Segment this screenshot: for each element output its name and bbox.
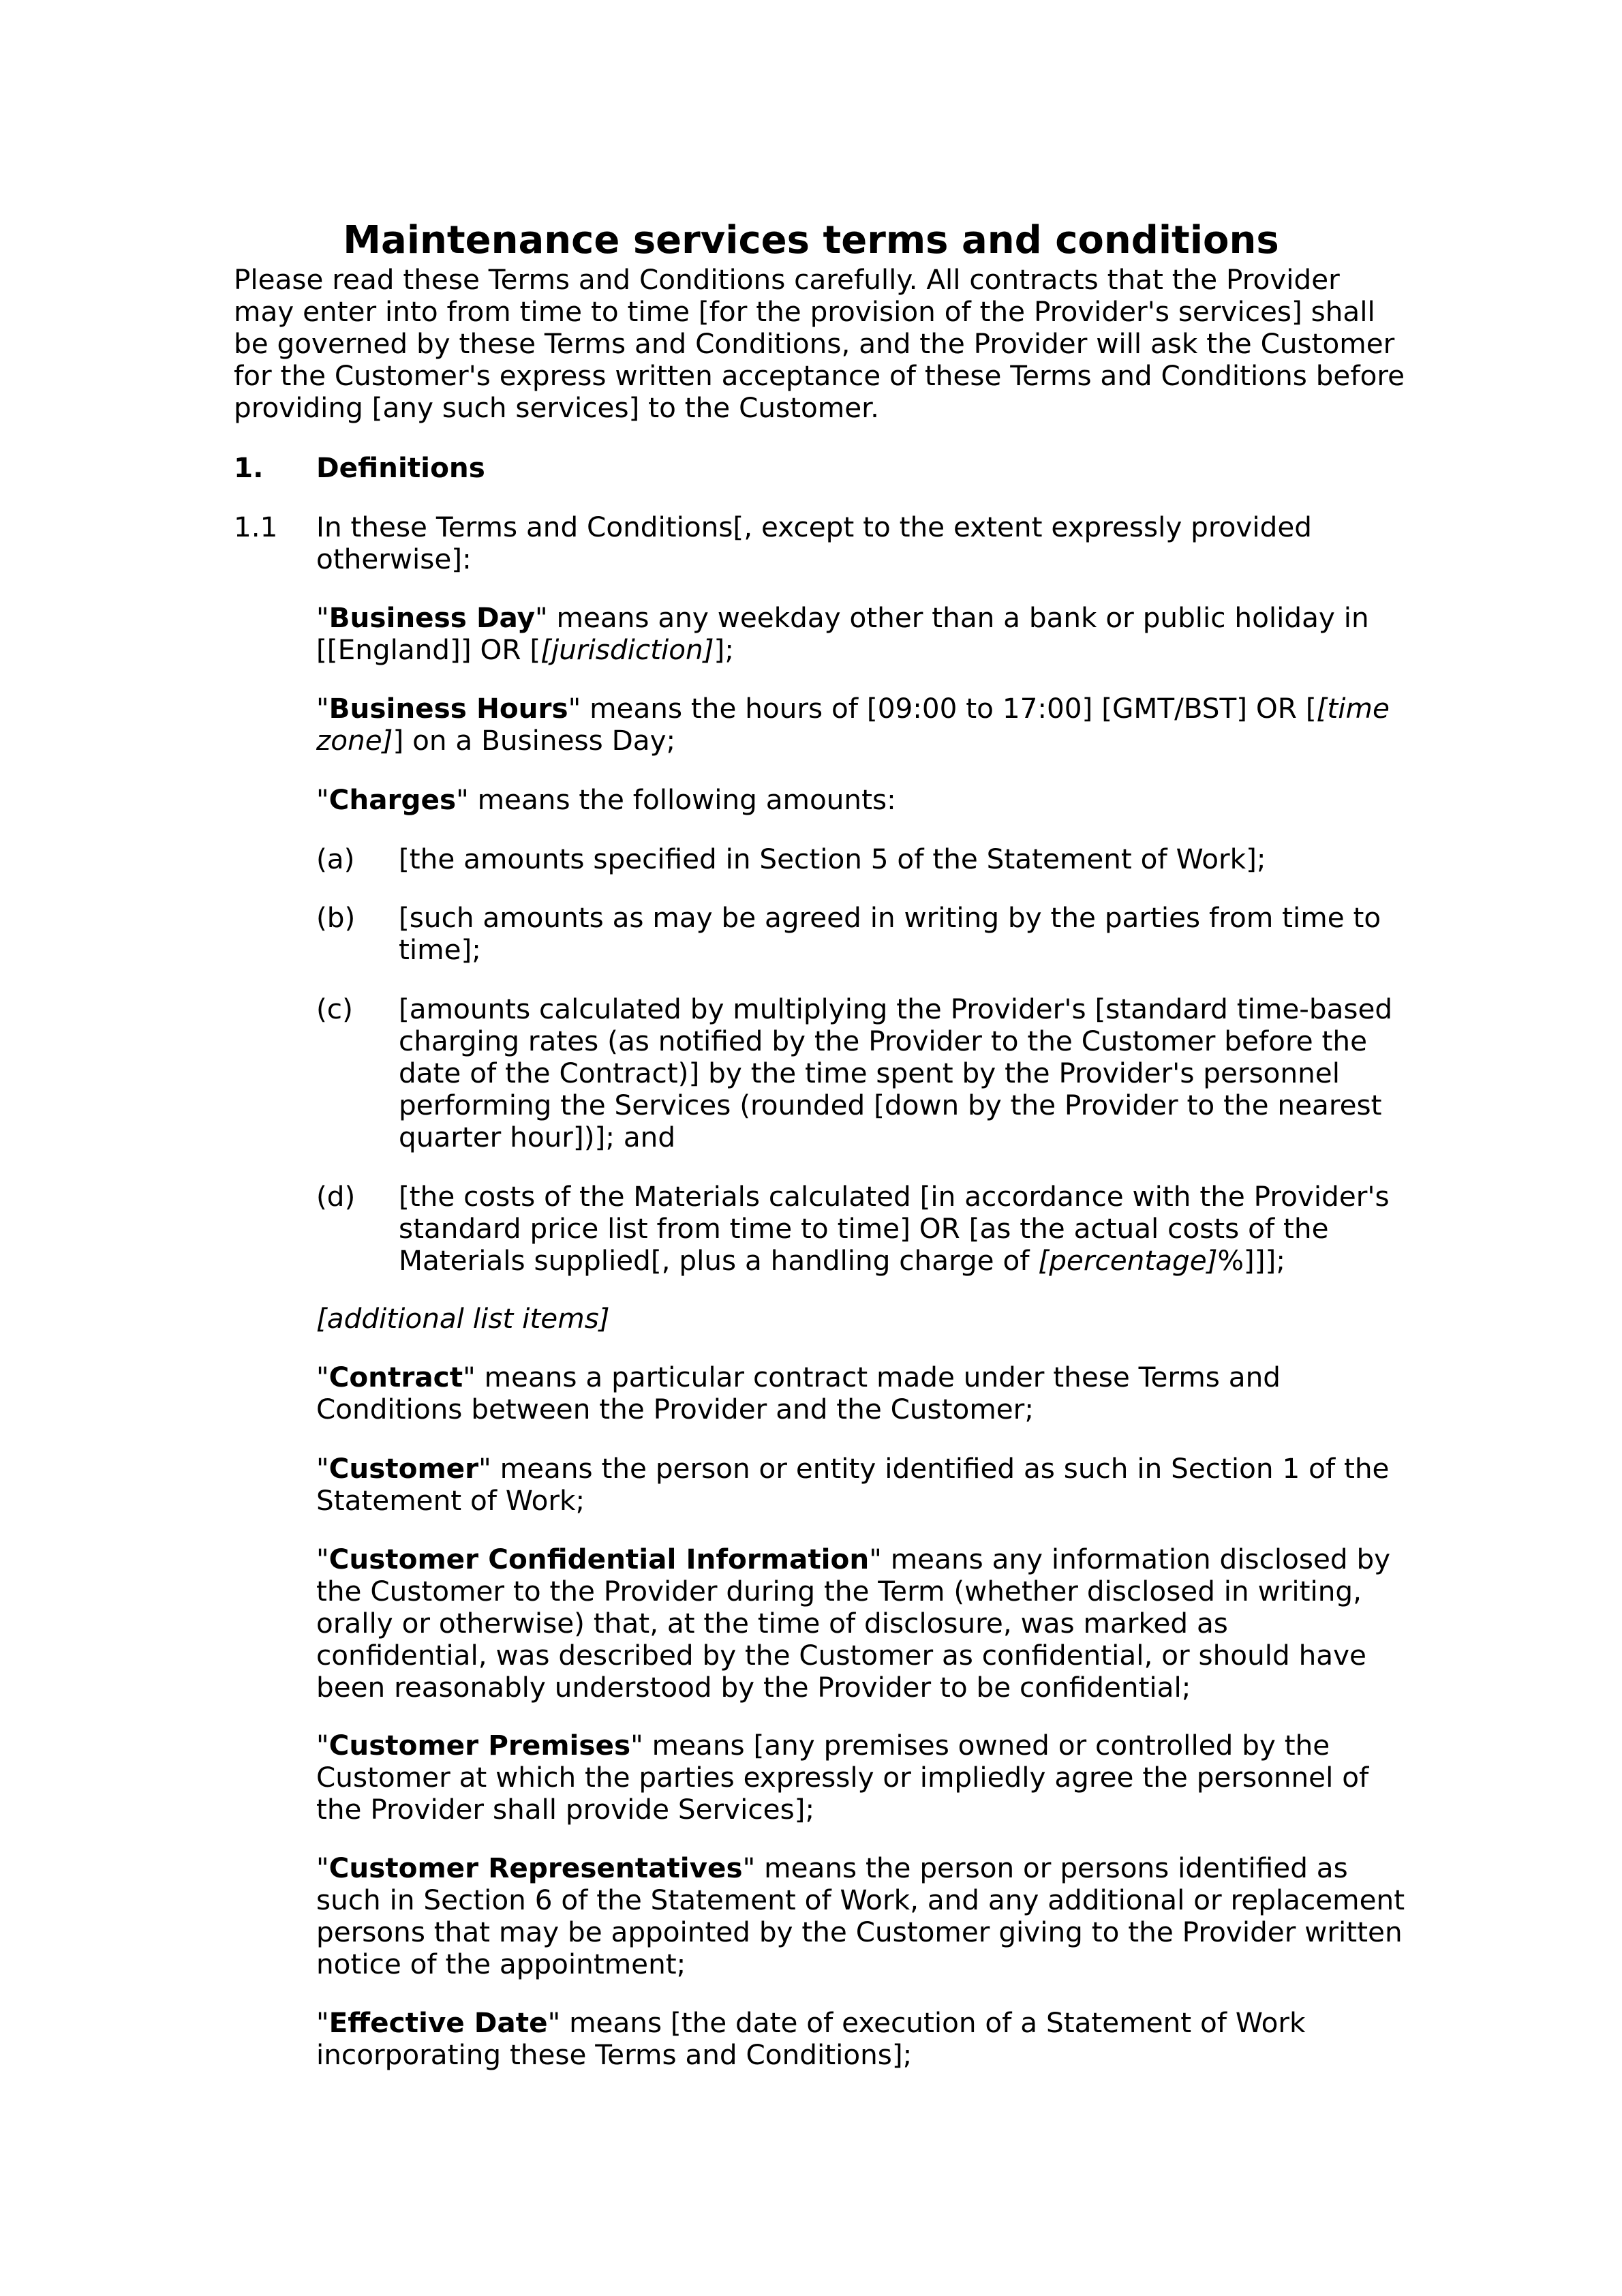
clause-text: In these Terms and Conditions[, except to the extent expressly provided otherwise]:	[316, 511, 1312, 575]
list-item: [the costs of the Materials calculated [in accordance with the Provider's standard price list from time to time] OR [as the actual costs of the Materials supplied[, plus a handling charge of [percentage]%]]];	[399, 1180, 1390, 1277]
section-title: Definitions	[316, 451, 485, 484]
defined-term: Charges	[328, 783, 457, 816]
defined-term: Business Hours	[328, 692, 568, 725]
definition-charges: "Charges" means the following amounts:	[316, 783, 896, 816]
definition-customer: "Customer" means the person or entity identified as such in Section 1 of the Statement of Work;	[316, 1452, 1390, 1517]
definition-business-hours: "Business Hours" means the hours of [09:00 to 17:00] [GMT/BST] OR [[time zone]] on a Business Day;	[316, 692, 1390, 757]
intro-paragraph: Please read these Terms and Conditions carefully. All contracts that the Provider may enter into from time to time [for the provision of the Provider's services] shall be governed by these Terms and Conditions, and the Provider will ask the Customer for the Customer's express written acceptance of these Terms and Conditions before providing [any such services] to the Customer.	[234, 263, 1405, 424]
clause-number: 1.1	[234, 511, 278, 543]
definition-customer-representatives: "Customer Representatives" means the person or persons identified as such in Section 6 of the Statement of Work, and any additional or replacement persons that may be appointed by the Customer giving to the Provider written notice of the appointment;	[316, 1852, 1405, 1980]
list-item-label: (d)	[316, 1180, 356, 1213]
list-item-label: (a)	[316, 843, 355, 875]
section-number: 1.	[234, 451, 264, 484]
definition-business-day: "Business Day" means any weekday other than a bank or public holiday in [[England]] OR [[jurisdiction]];	[316, 601, 1369, 666]
list-item-label: (c)	[316, 993, 353, 1025]
list-item: [the amounts specified in Section 5 of the Statement of Work];	[399, 843, 1266, 875]
definition-customer-confidential-information: "Customer Confidential Information" means any information disclosed by the Customer to the Provider during the Term (whether disclosed in writing, orally or otherwise) that, at the time of disclosure, was marked as confidential, was described by the Customer as confidential, or should have been reasonably understood by the Provider to be confidential;	[316, 1543, 1391, 1704]
defined-term: Business Day	[328, 601, 536, 634]
defined-term: Customer	[328, 1452, 479, 1485]
definition-customer-premises: "Customer Premises" means [any premises owned or controlled by the Customer at which the parties expressly or impliedly agree the personnel of the Provider shall provide Services];	[316, 1729, 1369, 1826]
list-item: [such amounts as may be agreed in writing by the parties from time to time];	[399, 901, 1381, 966]
definition-contract: "Contract" means a particular contract made under these Terms and Conditions between the Provider and the Customer;	[316, 1361, 1281, 1425]
additional-items-placeholder: [additional list items]	[316, 1302, 610, 1335]
document-title: Maintenance services terms and conditions	[343, 217, 1279, 262]
defined-term: Customer Premises	[328, 1729, 631, 1762]
defined-term: Customer Confidential Information	[328, 1543, 870, 1575]
defined-term: Effective Date	[328, 2006, 548, 2039]
defined-term: Contract	[328, 1361, 463, 1393]
definition-effective-date: "Effective Date" means [the date of execution of a Statement of Work incorporating these Terms and Conditions];	[316, 2006, 1306, 2071]
list-item: [amounts calculated by multiplying the Provider's [standard time-based charging rates (as notified by the Provider to the Customer before the date of the Contract)] by the time spent by the Provider's personnel performing the Services (rounded [down by the Provider to the nearest quarter hour])]; and	[399, 993, 1393, 1153]
defined-term: Customer Representatives	[328, 1852, 743, 1884]
list-item-label: (b)	[316, 901, 356, 934]
